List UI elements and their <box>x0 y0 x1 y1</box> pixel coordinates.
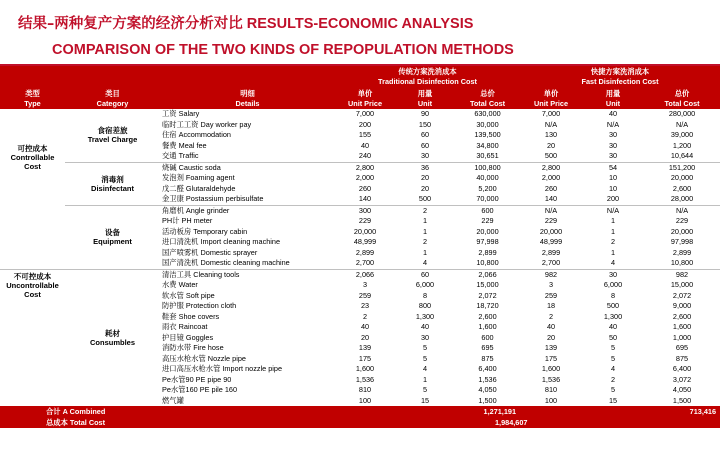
cell-fast-unit: 8 <box>610 290 616 300</box>
cell-fast-unit: 30 <box>608 130 618 140</box>
cell-fast-total: 20,000 <box>670 173 694 183</box>
cell-fast-total: 2,899 <box>672 247 692 257</box>
cell-fast-unit: 30 <box>608 151 618 161</box>
row-detail: 工资 Salary <box>162 109 200 119</box>
row-detail: 交通 Traffic <box>162 151 199 161</box>
cell-fast-price: 139 <box>544 343 558 353</box>
row-detail: Pe水管90 PE pipe 90 <box>162 374 232 384</box>
cell-trad-price: 2,000 <box>355 173 375 183</box>
cell-fast-price: 259 <box>544 290 558 300</box>
row-detail: 餐费 Meal fee <box>162 140 207 150</box>
type-controllable: 可控成本 Controllable Cost <box>10 143 55 171</box>
row-detail: 国产喷雾机 Domestic sprayer <box>162 247 258 257</box>
combined-fast-total: 713,416 <box>520 406 720 417</box>
cell-fast-price: 18 <box>546 301 556 311</box>
row-detail: 住宿 Accommodation <box>162 130 231 140</box>
cell-trad-unit: 5 <box>422 353 428 363</box>
cell-trad-total: 15,000 <box>476 280 499 290</box>
type-blank <box>0 205 65 269</box>
row-detail: 清洁工具 Cleaning tools <box>160 269 335 280</box>
cell-fast-price: 2,899 <box>541 247 561 257</box>
cell-fast-total: 695 <box>675 343 689 353</box>
cell-fast-price: 40 <box>546 322 556 332</box>
cell-fast-price: 20,000 <box>539 226 563 236</box>
row-detail: 进口高压水枪水管 Import nozzle pipe <box>162 364 283 374</box>
total-cost-label: 总成本 Total Cost <box>0 417 335 428</box>
cell-trad-price: 40 <box>360 322 370 332</box>
page-subtitle: COMPARISON OF THE TWO KINDS OF REPOPULATION METHODS <box>52 42 514 58</box>
cell-fast-price: 2,000 <box>541 173 561 183</box>
row-detail: Pe水管160 PE pile 160 <box>162 385 238 395</box>
category-equipment: 设备 Equipment <box>65 205 160 269</box>
cell-fast-price: 20 <box>546 140 556 150</box>
total-row <box>0 417 720 428</box>
cell-trad-unit: 800 <box>418 301 432 311</box>
row-detail: 防护服 Protection cloth <box>162 301 237 311</box>
cell-trad-price: 1,600 <box>355 364 375 374</box>
cell-trad-price: 240 <box>358 151 372 161</box>
cell-fast-price: 130 <box>544 130 558 140</box>
cell-trad-total: 18,720 <box>476 301 499 311</box>
cell-trad-price: 40 <box>360 140 370 150</box>
cell-fast-total: 280,000 <box>668 109 696 119</box>
cell-fast-price: 500 <box>544 151 558 161</box>
cell-fast-unit: 15 <box>608 395 618 405</box>
cell-trad-total: 695 <box>481 343 494 353</box>
cell-fast-unit: 1,300 <box>603 311 623 321</box>
cell-fast-unit: 200 <box>606 194 620 204</box>
cell-fast-unit: N/A <box>606 119 620 129</box>
cell-trad-unit: 6,000 <box>415 280 435 290</box>
cell-fast-price: 982 <box>520 269 582 280</box>
cell-fast-total: 2,600 <box>672 311 692 321</box>
table-row <box>0 205 720 216</box>
cell-fast-price: 140 <box>544 194 558 204</box>
cell-trad-price: 139 <box>358 343 372 353</box>
cell-fast-unit: 1 <box>610 216 616 226</box>
cell-trad-total: 600 <box>481 332 494 342</box>
cell-fast-unit: 54 <box>582 162 644 173</box>
cell-fast-price: 3 <box>548 280 554 290</box>
cell-fast-price: 2 <box>548 311 554 321</box>
cell-fast-price: N/A <box>544 119 558 129</box>
cell-trad-total: 20,000 <box>476 226 499 236</box>
cell-trad-price: 140 <box>358 194 372 204</box>
cell-trad-unit: 2 <box>395 205 455 216</box>
cell-trad-price: 20,000 <box>353 226 377 236</box>
col-header-category: 类目 Category <box>65 88 160 109</box>
cell-trad-unit: 1,300 <box>415 311 435 321</box>
cell-trad-unit: 20 <box>420 183 430 193</box>
cell-trad-unit: 15 <box>420 395 430 405</box>
cell-trad-total: 1,600 <box>478 322 497 332</box>
cell-trad-total: 34,800 <box>476 140 499 150</box>
fast-group-header: 快捷方案洗消成本 Fast Disinfection Cost <box>520 66 720 88</box>
cell-fast-unit: 2 <box>610 374 616 384</box>
cell-fast-price: 7,000 <box>541 109 561 119</box>
cell-trad-unit: 1 <box>422 247 428 257</box>
combined-row <box>0 406 720 417</box>
cell-trad-price: 300 <box>335 205 395 216</box>
combined-trad-total: 1,271,191 <box>335 406 520 417</box>
cell-trad-unit: 60 <box>395 269 455 280</box>
cell-trad-unit: 1 <box>422 216 428 226</box>
cell-trad-price: 23 <box>360 301 370 311</box>
table-row <box>0 269 720 280</box>
row-detail: 进口清洗机 Import cleaning machine <box>162 237 281 247</box>
cell-fast-unit: 30 <box>608 140 618 150</box>
cell-fast-unit: 10 <box>608 173 618 183</box>
category-disinfectant: 消毒剂 Disinfectant <box>65 162 160 205</box>
cell-trad-unit: 4 <box>422 258 428 268</box>
cell-trad-unit: 8 <box>422 290 428 300</box>
col-header-trad-price: 单价 Unit Price <box>335 88 395 109</box>
cell-fast-unit: 4 <box>610 364 616 374</box>
row-detail: PH计 PH meter <box>162 216 213 226</box>
group-header-row <box>0 66 720 88</box>
cell-trad-total: 10,800 <box>476 258 499 268</box>
cell-fast-unit: 40 <box>608 322 618 332</box>
cell-trad-total: 139,500 <box>474 130 501 140</box>
row-detail: 临时工工资 Day worker pay <box>162 119 252 129</box>
col-header-fast-unit: 用量 Unit <box>582 88 644 109</box>
cell-trad-price: 155 <box>358 130 372 140</box>
cell-fast-total: 39,000 <box>670 130 694 140</box>
cell-trad-total: 30,651 <box>476 151 499 161</box>
cell-fast-total: 10,800 <box>670 258 694 268</box>
combined-label: 合计 A Combined <box>0 406 335 417</box>
cell-fast-price: 2,800 <box>520 162 582 173</box>
cell-trad-total: 30,000 <box>476 119 499 129</box>
cell-trad-price: 200 <box>358 119 372 129</box>
cell-trad-total: 229 <box>481 216 494 226</box>
cell-fast-total: 9,000 <box>672 301 692 311</box>
cell-trad-price: 810 <box>358 385 372 395</box>
cell-fast-total: 28,000 <box>670 194 694 204</box>
cell-trad-unit: 5 <box>422 385 428 395</box>
table-body <box>0 109 720 406</box>
row-detail: 金卫康 Postassium perbisulfate <box>162 194 264 204</box>
category-consumbles: 耗材 Consumbles <box>65 269 160 406</box>
row-detail: 护目镜 Goggles <box>162 332 214 342</box>
cell-fast-total: 1,500 <box>672 395 692 405</box>
cell-trad-unit: 4 <box>422 364 428 374</box>
table-row <box>0 109 720 120</box>
cell-fast-price: N/A <box>520 205 582 216</box>
cell-fast-unit: N/A <box>582 205 644 216</box>
cell-trad-price: 175 <box>358 353 372 363</box>
cell-trad-total: 630,000 <box>474 109 501 119</box>
cell-fast-total: 1,000 <box>672 332 692 342</box>
cell-trad-price: 229 <box>358 216 372 226</box>
cell-fast-unit: 50 <box>608 332 618 342</box>
cell-trad-price: 7,000 <box>355 109 375 119</box>
cell-trad-total: 600 <box>455 205 520 216</box>
cell-trad-total: 97,998 <box>476 237 499 247</box>
cell-trad-price: 2 <box>362 311 368 321</box>
cell-fast-total: 229 <box>675 216 689 226</box>
cell-trad-price: 48,999 <box>353 237 377 247</box>
cell-fast-unit: 5 <box>610 343 616 353</box>
cell-fast-total: 3,072 <box>672 374 692 384</box>
cell-trad-unit: 20 <box>420 173 430 183</box>
cell-trad-unit: 1 <box>422 226 428 236</box>
cell-trad-unit: 150 <box>418 119 432 129</box>
cell-trad-price: 20 <box>360 332 370 342</box>
cell-fast-unit: 4 <box>610 258 616 268</box>
col-header-trad-unit: 用量 Unit <box>395 88 455 109</box>
cell-trad-total: 2,072 <box>478 290 497 300</box>
cell-fast-unit: 6,000 <box>603 280 623 290</box>
cell-fast-total: 15,000 <box>670 280 694 290</box>
cell-fast-price: 20 <box>546 332 556 342</box>
cell-fast-total: 1,200 <box>672 140 692 150</box>
cell-trad-unit: 5 <box>422 343 428 353</box>
cell-fast-unit: 10 <box>608 183 618 193</box>
cell-trad-total: 2,066 <box>455 269 520 280</box>
cell-fast-price: 1,600 <box>541 364 561 374</box>
cell-fast-unit: 2 <box>610 237 616 247</box>
cell-trad-total: 2,899 <box>478 247 497 257</box>
cell-trad-price: 2,700 <box>355 258 375 268</box>
cell-trad-total: 40,000 <box>476 173 499 183</box>
cell-fast-total: N/A <box>675 119 689 129</box>
row-detail: 戊二醛 Glutaraldehyde <box>162 183 236 193</box>
cell-fast-total: 151,200 <box>644 162 720 173</box>
cell-trad-unit: 500 <box>418 194 432 204</box>
row-detail: 水费 Water <box>162 280 198 290</box>
cell-trad-unit: 36 <box>395 162 455 173</box>
cell-trad-total: 2,600 <box>478 311 497 321</box>
cell-fast-total: 875 <box>675 353 689 363</box>
column-header-row <box>0 88 720 109</box>
cell-trad-total: 875 <box>481 353 494 363</box>
col-header-type: 类型 Type <box>0 88 65 109</box>
cell-trad-unit: 60 <box>420 130 430 140</box>
cell-fast-price: 260 <box>544 183 558 193</box>
cell-fast-total: 982 <box>644 269 720 280</box>
row-detail: 燃气罐 <box>162 395 184 405</box>
row-detail: 消防水带 Fire hose <box>162 343 224 353</box>
cell-trad-unit: 1 <box>422 374 428 384</box>
col-header-details: 明细 Details <box>160 88 335 109</box>
cell-trad-total: 1,536 <box>478 374 497 384</box>
col-header-fast-price: 单价 Unit Price <box>520 88 582 109</box>
row-detail: 发泡剂 Foaming agent <box>162 173 235 183</box>
cell-fast-total: 1,600 <box>672 322 692 332</box>
row-detail: 国产清洗机 Domestic cleaning machine <box>162 258 290 268</box>
cell-trad-total: 1,500 <box>478 395 497 405</box>
cell-fast-unit: 500 <box>606 301 620 311</box>
table-row <box>0 162 720 173</box>
cell-trad-unit: 40 <box>420 322 430 332</box>
traditional-group-header: 传统方案洗消成本 Traditional Disinfection Cost <box>335 66 520 88</box>
page-title: 结果–两种复产方案的经济分析对比 RESULTS-ECONOMIC ANALYSIS <box>18 16 474 32</box>
cell-fast-unit: 1 <box>610 247 616 257</box>
cell-trad-total: 100,800 <box>455 162 520 173</box>
cell-trad-unit: 30 <box>420 151 430 161</box>
type-uncontrollable: 不可控成本 Uncontrollable Cost <box>0 269 65 406</box>
total-cost-value: 1,984,607 <box>335 417 720 428</box>
cell-trad-unit: 90 <box>420 109 430 119</box>
row-detail: 活动板房 Temporary cabin <box>162 226 248 236</box>
cell-trad-price: 2,066 <box>335 269 395 280</box>
cost-comparison-table <box>0 66 720 428</box>
cell-fast-unit: 40 <box>608 109 618 119</box>
cell-fast-unit: 5 <box>610 353 616 363</box>
cell-fast-total: 97,998 <box>670 237 694 247</box>
cell-trad-total: 6,400 <box>478 364 497 374</box>
cell-trad-price: 260 <box>358 183 372 193</box>
col-header-trad-total: 总价 Total Cost <box>455 88 520 109</box>
col-header-fast-total: 总价 Total Cost <box>644 88 720 109</box>
cell-fast-total: 20,000 <box>670 226 694 236</box>
cell-fast-total: 2,600 <box>672 183 692 193</box>
cell-fast-price: 2,700 <box>541 258 561 268</box>
cell-trad-price: 2,899 <box>355 247 375 257</box>
cell-trad-total: 4,050 <box>478 385 497 395</box>
cell-trad-price: 259 <box>358 290 372 300</box>
cell-fast-total: 4,050 <box>672 385 692 395</box>
cell-fast-price: 48,999 <box>539 237 563 247</box>
cell-fast-total: 6,400 <box>672 364 692 374</box>
cell-fast-price: 229 <box>544 216 558 226</box>
category-travel: 食宿差旅 Travel Charge <box>87 126 138 145</box>
cell-trad-unit: 2 <box>422 237 428 247</box>
cell-trad-price: 2,800 <box>335 162 395 173</box>
cell-trad-total: 70,000 <box>476 194 499 204</box>
cell-trad-total: 5,200 <box>478 183 497 193</box>
cell-trad-unit: 60 <box>420 140 430 150</box>
row-detail: 软水管 Soft pipe <box>162 290 215 300</box>
cell-fast-unit: 1 <box>610 226 616 236</box>
row-detail: 烧碱 Caustic soda <box>160 162 335 173</box>
cell-fast-total: N/A <box>644 205 720 216</box>
cell-trad-price: 3 <box>362 280 368 290</box>
row-detail: 角磨机 Angle grinder <box>160 205 335 216</box>
cell-fast-total: 2,072 <box>672 290 692 300</box>
cell-fast-unit: 30 <box>582 269 644 280</box>
cell-fast-total: 10,644 <box>670 151 694 161</box>
cell-fast-price: 175 <box>544 353 558 363</box>
cell-trad-price: 1,536 <box>355 374 375 384</box>
cell-trad-price: 100 <box>358 395 372 405</box>
cell-fast-price: 100 <box>544 395 558 405</box>
cell-fast-unit: 5 <box>610 385 616 395</box>
cell-fast-price: 1,536 <box>541 374 561 384</box>
cell-trad-unit: 30 <box>420 332 430 342</box>
cell-fast-price: 810 <box>544 385 558 395</box>
row-detail: 鞋套 Shoe covers <box>162 311 220 321</box>
row-detail: 高压水枪水管 Nozzle pipe <box>162 353 246 363</box>
row-detail: 雨衣 Raincoat <box>162 322 208 332</box>
